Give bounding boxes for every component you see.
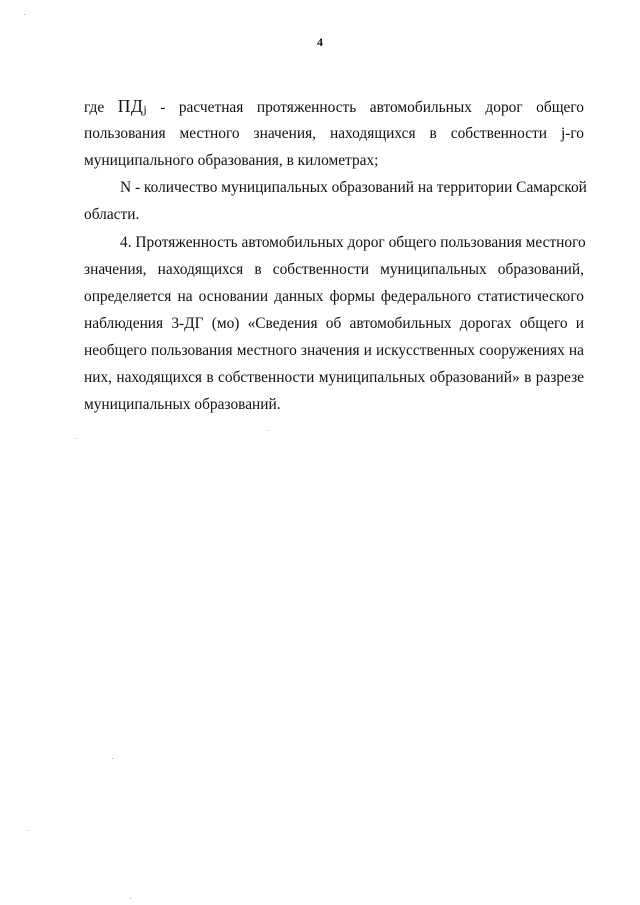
page-number: 4 [317,35,323,49]
paragraph-4-line-4: наблюдения 3-ДГ (мо) «Сведения об автомобильных дорогах общего и [84,315,584,332]
definition-pd-line-2: пользования местного значения, находящихся в собственности j-го [84,125,584,142]
paragraph-4-line-7: муниципальных образований. [84,396,281,413]
scan-speck [112,758,113,759]
formula-symbol-pd: ПД [117,96,144,116]
paragraph-4-line-5: необщего пользования местного значения и искусственных сооружениях на [84,342,584,359]
definition-pd-line-3: муниципального образования, в километрах; [84,152,379,169]
paragraph-4-line-6: них, находящихся в собственности муниципальных образований» в разрезе [84,369,584,386]
paragraph-4-line-3: определяется на основании данных формы федерального статистического [84,288,584,305]
definition-pd-line-1 [84,96,584,119]
scan-speck [268,430,269,431]
definition-pd-text: - расчетная протяженность автомобильных дорог общего [160,99,584,116]
formula-subscript-j: j [143,102,147,116]
paragraph-4-line-1: 4. Протяженность автомобильных дорог общего пользования местного [120,234,586,251]
scan-speck [24,14,25,15]
paragraph-4-line-2: значения, находящихся в собственности муниципальных образований, [84,261,584,278]
scan-speck [130,898,131,899]
definition-n-line-2: области. [84,206,140,223]
scan-speck [76,438,77,439]
definition-prefix: где [84,99,105,116]
scan-speck [28,830,29,831]
definition-n-line-1: N - количество муниципальных образований на территории Самарской [120,179,587,196]
